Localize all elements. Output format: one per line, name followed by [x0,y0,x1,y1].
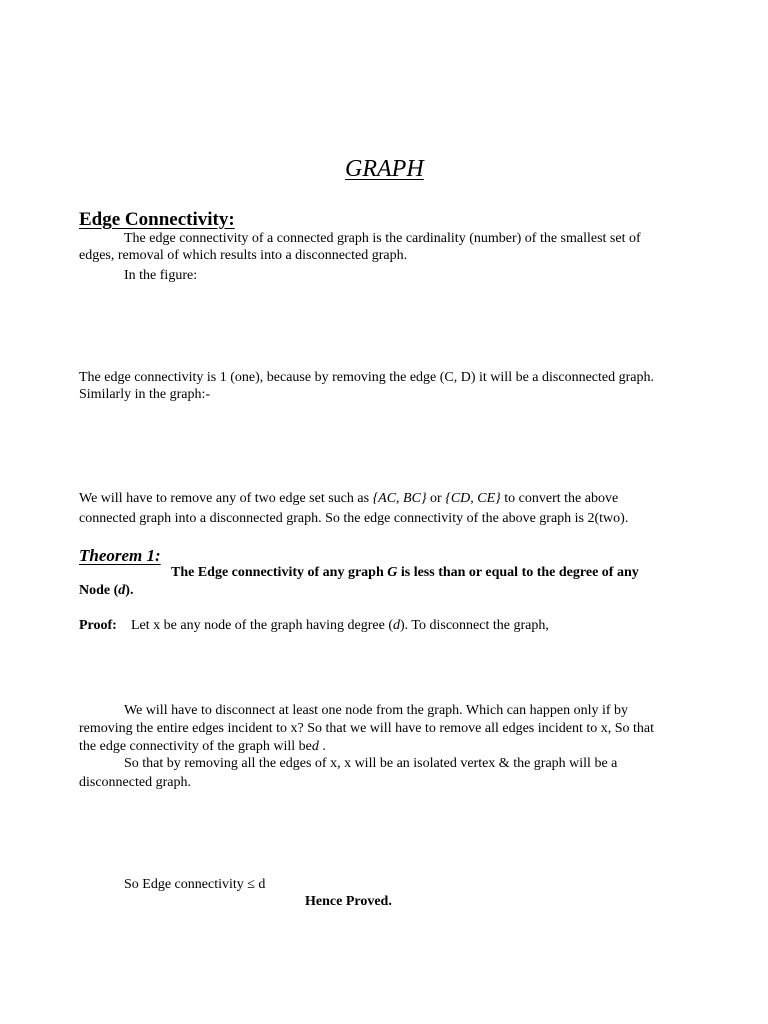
section-heading: Edge Connectivity: [79,209,235,230]
conclusion-inequality: So Edge connectivity ≤ d [124,877,266,892]
example2-or: or [430,491,442,506]
theorem-node-pre: Node ( [79,583,119,598]
example2-line-1-pre: We will have to remove any of two edge set such as [79,491,370,506]
definition-line-1: The edge connectivity of a connected graph is the cardinality (number) of the smallest set of [124,231,641,246]
page-title: GRAPH [345,156,424,182]
in-figure-text: In the figure: [124,268,198,283]
theorem-node-post: ). [125,583,134,598]
theorem-statement-line-2 [79,584,133,598]
proof-label: Proof: [79,618,117,633]
theorem-heading: Theorem 1: [79,546,161,565]
theorem-statement-post: is less than or equal to the degree of any [400,565,639,580]
example2-line-1-post: to convert the above [504,491,619,506]
edge-set-1: {AC, BC} [372,491,427,506]
example2-line-2: connected graph into a disconnected graph. So the edge connectivity of the above graph is 2(two). [79,511,629,526]
paragraph1-line-3-post: . [322,739,326,754]
edge-set-2: {CD, CE} [445,491,501,506]
proof-text-post: ). To disconnect the graph, [400,618,549,633]
paragraph1-degree-symbol: d [311,739,319,754]
paragraph2-line-1: So that by removing all the edges of x, x will be an isolated vertex & the graph will be a [124,756,618,771]
theorem-degree-symbol: d [118,583,126,598]
proof-text-pre: Let x be any node of the graph having degree ( [131,618,394,633]
theorem-graph-symbol: G [387,565,398,580]
example2-line-1 [79,492,618,506]
paragraph1-line-3 [79,740,326,754]
proof-degree-symbol: d [393,618,401,633]
theorem-statement-pre: The Edge connectivity of any graph [171,565,384,580]
paragraph1-line-1: We will have to disconnect at least one node from the graph. Which can happen only if by [124,703,629,718]
paragraph1-line-2: removing the entire edges incident to x? So that we will have to remove all edges incident to x, So that [79,721,655,736]
definition-line-2: edges, removal of which results into a disconnected graph. [79,248,408,263]
proof-text [131,619,549,633]
paragraph1-line-3-pre: the edge connectivity of the graph will be [79,739,312,754]
example1-line-2: Similarly in the graph:- [79,387,211,402]
example1-line-1: The edge connectivity is 1 (one), because by removing the edge (C, D) it will be a disconnected graph. [79,370,654,385]
hence-proved: Hence Proved. [305,894,392,909]
paragraph2-line-2: disconnected graph. [79,775,191,790]
theorem-statement-line-1 [171,566,639,580]
